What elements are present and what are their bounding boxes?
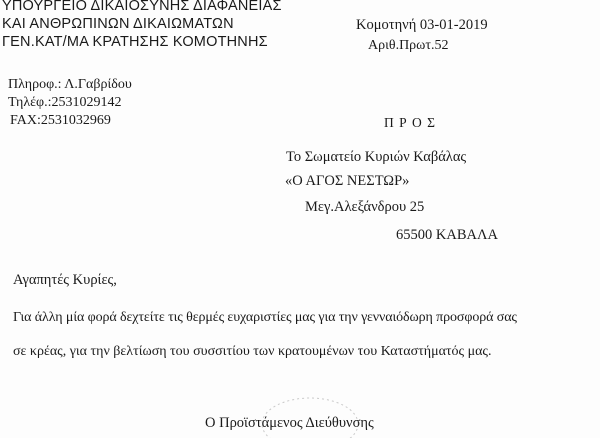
stamp-mark bbox=[255, 394, 365, 438]
contact-person: Πληροφ.: Λ.Γαβρίδου bbox=[8, 77, 132, 92]
recipient-line-2: «Ο ΑΓΟΣ ΝΕΣΤΩΡ» bbox=[285, 173, 410, 189]
protocol-number: Αριθ.Πρωτ.52 bbox=[368, 38, 449, 53]
salutation: Αγαπητές Κυρίες, bbox=[13, 272, 117, 288]
recipient-line-1: Το Σωματείο Κυριών Καβάλας bbox=[286, 149, 467, 165]
contact-fax: FAX:2531032969 bbox=[10, 113, 111, 128]
paragraph-line-2: σε κρέας, για την βελτίωση του συσσιτίου των κρατουμένων του Καταστήματός μας. bbox=[13, 344, 492, 359]
recipient-line-4: 65500 ΚΑΒΑΛΑ bbox=[396, 227, 498, 243]
ministry-header-line-2: ΚΑΙ ΑΝΘΡΩΠΙΝΩΝ ΔΙΚΑΙΩΜΑΤΩΝ bbox=[2, 16, 234, 32]
recipient-line-3: Μεγ.Αλεξάνδρου 25 bbox=[305, 199, 425, 215]
paragraph-line-1: Για άλλη μία φορά δεχτείτε τις θερμές ευχαριστίες μας για την γενναιόδωρη προσφορά σας bbox=[13, 310, 517, 325]
contact-phone: Τηλέφ.:2531029142 bbox=[8, 95, 122, 110]
recipient-pros: Π Ρ Ο Σ bbox=[384, 115, 436, 130]
ministry-header-line-3: ΓΕΝ.ΚΑΤ/ΜΑ ΚΡΑΤΗΣΗΣ ΚΟΜΟΤΗΝΗΣ bbox=[2, 34, 268, 50]
signature-title: Ο Προϊστάμενος Διεύθυνσης bbox=[205, 415, 374, 431]
ministry-header-line-1: ΥΠΟΥΡΓΕΙΟ ΔΙΚΑΙΟΣΥΝΗΣ ΔΙΑΦΑΝΕΙΑΣ bbox=[2, 0, 282, 14]
place-date: Κομοτηνή 03-01-2019 bbox=[356, 17, 488, 33]
